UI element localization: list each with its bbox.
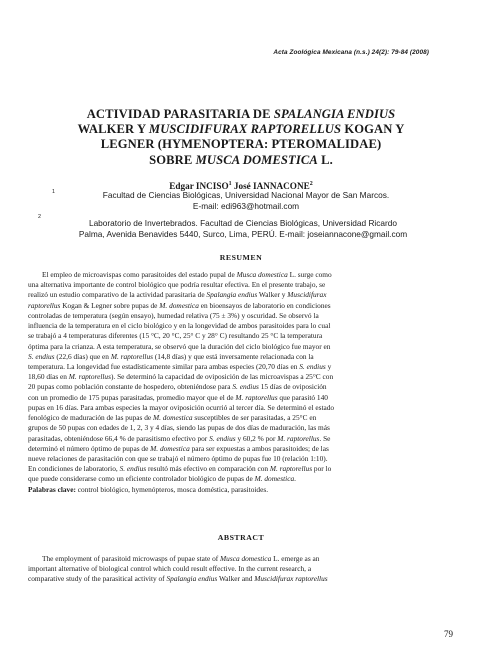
text-line: comparative study of the parasitical activity of Spalangia endius Walker and Muscidifurax raptorellus (28, 574, 328, 584)
title-line-4: SOBRE MUSCA DOMESTICA L. (149, 152, 333, 167)
text-line: se trabajó a 4 temperaturas diferentes (15 °C, 20 °C, 25° C y 28° C) resultando 25 °C la temperatura (28, 331, 323, 341)
text-line: 20 pupas como población constante de hospedero, obteniéndose para S. endius 15 días de oviposición (28, 382, 327, 392)
title-line-2: WALKER Y MUSCIDIFURAX RAPTORELLUS KOGAN Y (77, 122, 405, 137)
text-line: óptima para la crianza. A esta temperatura, se observó que la duración del ciclo biológico fue mayor en (28, 341, 331, 351)
author-1: Edgar INCISO (169, 181, 229, 192)
resumen-heading: RESUMEN (219, 253, 263, 262)
resumen-body (28, 270, 456, 495)
journal-header: Acta Zoológica Mexicana (n.s.) 24(2): 79-84 (2008) (273, 49, 429, 56)
text-line: parasitadas, obteniéndose 66,4 % de parasitismo efectivo por S. endius y 60,2 % por M. raptorellus. Se (28, 433, 331, 443)
abstract-heading: ABSTRACT (217, 533, 265, 542)
text-line: fenológico de maduración de las pupas de M. domestica susceptibles de ser parasitadas, a 25°C en (28, 413, 317, 423)
text-line: influencia de la temperatura en el ciclo biológico y en la longevidad de ambos parasitoides para lo cual (28, 321, 331, 331)
text-line: raptorellus Kogan & Legner sobre pupas de M. domestica en bioensayos de laboratorio en condiciones (28, 300, 331, 310)
title-line-3: LEGNER (HYMENOPTERA: PTEROMALIDAE) (100, 137, 382, 152)
text-line: important alternative of biological control which could result effective. In the current research, a (28, 564, 312, 574)
text-line: que puede considerarse como un eficiente controlador biológico de pupas de M. domestica. (28, 474, 296, 484)
text-line: grupos de 50 pupas con edades de 1, 2, 3 y 4 días, siendo las pupas de dos días de maduración, las más (28, 423, 330, 433)
keywords: Palabras clave: control biológico, hymenópteros, mosca doméstica, parasitoides. (28, 484, 269, 494)
text-line: temperatura. La longevidad fue estadísticamente similar para ambas especies (20,70 días en S. endius y (28, 361, 332, 371)
author-2: José IANNACONE (231, 181, 310, 192)
affiliation-1: Facultad de Ciencias Biológicas, Universidad Nacional Mayor de San Marcos. E-mail: edi963@hotmail.com (102, 190, 390, 211)
text-line: El empleo de microavispas como parasitoides del estado pupal de Musca domestica L. surge como (42, 270, 332, 279)
text-line: 18,60 días en M. raptorellus). Se determinó la capacidad de oviposición de las microavispas a 25°C con (28, 372, 334, 382)
text-line: pupas en 16 días. Para ambas especies la mayor oviposición ocurrió al tercer día. Se determinó el estado (28, 402, 335, 412)
affiliation-2: Laboratorio de Invertebrados. Facultad de Ciencias Biológicas, Universidad Ricardo Palma, Avenida Benavides 5440, Surco, Lima, PERÚ. E-mail: joseiannacone@gmail.com (78, 218, 408, 239)
text-line: S. endius (22,6 días) que en M. raptorellus (14,8 días) y que está inversamente relacionada con la (28, 351, 314, 361)
title-line-1: ACTIVIDAD PARASITARIA DE SPALANGIA ENDIUS (86, 107, 396, 121)
text-line: En condiciones de laboratorio, S. endius resultó más efectivo en comparación con M. raptorellus por lo (28, 464, 332, 474)
affiliation-2-number: 2 (38, 214, 41, 220)
text-line: nueve relaciones de parasitación con que se trabajó el número óptimo de pupas fue 10 (relación 1:10). (28, 453, 328, 463)
text-line: una alternativa importante de control biológico que podría resultar efectiva. En el presente trabajo, se (28, 280, 326, 290)
text-line: determinó el número óptimo de pupas de M. domestica para ser expuestas a ambos parasitoides; de las (28, 443, 329, 453)
affiliation-1-number: 1 (52, 189, 55, 195)
text-line: realizó un estudio comparativo de la actividad parasitaria de Spalangia endius Walker y Muscidifurax (28, 290, 327, 300)
page-number: 79 (444, 629, 453, 639)
text-line: controladas de temperatura (según ensayo), humedad relativa (75 ± 3%) y oscuridad. Se observó la (28, 310, 319, 320)
abstract-body (28, 554, 456, 585)
author-line: Edgar INCISO$^1$ José IANNACONE$^2$ (169, 181, 313, 192)
text-line: con un promedio de 175 pupas parasitadas, promedio mayor que el de M. raptorellus que parasitó 140 (28, 392, 328, 402)
text-line: The employment of parasitoid microwasps of pupae state of Musca domestica L. emerge as an (42, 554, 320, 563)
article-title (40, 107, 442, 168)
